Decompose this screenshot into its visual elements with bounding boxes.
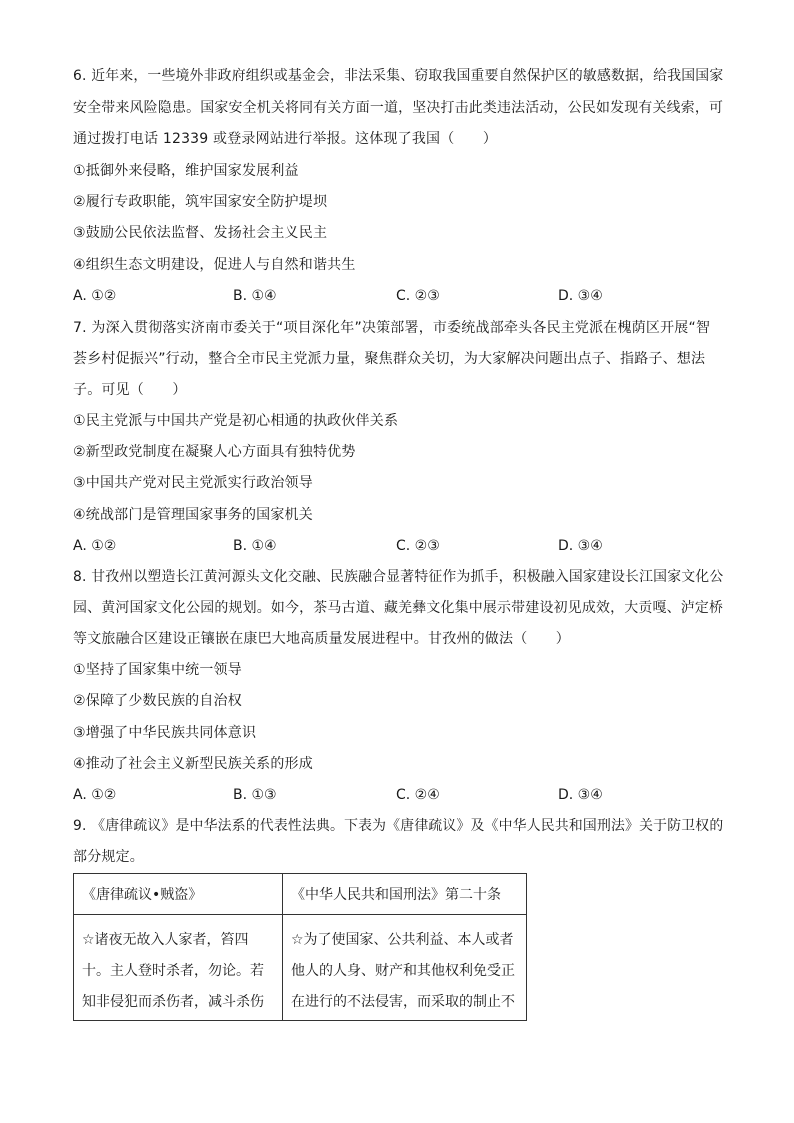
q7-item-1: ①民主党派与中国共产党是初心相通的执政伙伴关系 — [73, 413, 399, 429]
q6-stem-line-1: 6. 近年来，一些境外非政府组织或基金会，非法采集、窃取我国重要自然保护区的敏感数据，给我国国家 — [73, 68, 724, 84]
q6-item-4: ④组织生态文明建设，促进人与自然和谐共生 — [73, 257, 356, 273]
q7-option-a: A. ①② — [73, 538, 117, 554]
q7-option-d: D. ③④ — [558, 538, 603, 554]
q7-stem-line-2: 荟乡村促振兴”行动，整合全市民主党派力量，聚焦群众关切，为大家解决问题出点子、指路子、想法 — [73, 351, 706, 367]
q6-options — [73, 286, 733, 306]
criminal-law-header: 《中华人民共和国刑法》第二十条 — [283, 874, 527, 915]
q7-item-2: ②新型政党制度在凝聚人心方面具有独特优势 — [73, 444, 356, 460]
q7-stem-line-1: 7. 为深入贯彻落实济南市委关于“项目深化年”决策部署，市委统战部牵头各民主党派在槐荫区开展“智 — [73, 320, 711, 336]
q7-options — [73, 536, 733, 556]
criminal-law-line-2: 他人的人身、财产和其他权利免受正 — [291, 963, 515, 979]
q6-option-d: D. ③④ — [558, 288, 603, 304]
tang-code-line-1: ☆诸夜无故入人家者，笞四 — [82, 932, 249, 948]
q6-stem-line-3: 通过拨打电话 12339 或登录网站进行举报。这体现了我国（ ） — [73, 131, 498, 147]
tang-code-cell — [74, 915, 283, 1021]
tang-code-line-2: 十。主人登时杀者，勿论。若 — [82, 963, 264, 979]
criminal-law-cell — [283, 915, 527, 1021]
q7-stem-line-3: 子。可见（ ） — [73, 382, 187, 398]
q6-option-a: A. ①② — [73, 288, 117, 304]
table-row — [74, 915, 527, 1021]
q7-item-3: ③中国共产党对民主党派实行政治领导 — [73, 475, 313, 491]
q8-item-2: ②保障了少数民族的自治权 — [73, 693, 242, 709]
q8-option-c: C. ②④ — [396, 787, 440, 803]
q6-item-2: ②履行专政职能，筑牢国家安全防护堤坝 — [73, 194, 328, 210]
criminal-law-line-3: 在进行的不法侵害，而采取的制止不 — [291, 994, 515, 1010]
q7-item-4: ④统战部门是管理国家事务的国家机关 — [73, 507, 313, 523]
q8-item-1: ①坚持了国家集中统一领导 — [73, 662, 242, 678]
q6-item-1: ①抵御外来侵略，维护国家发展利益 — [73, 163, 299, 179]
q8-stem-line-3: 等文旅融合区建设正镶嵌在康巴大地高质量发展进程中。甘孜州的做法（ ） — [73, 631, 570, 647]
law-comparison-table — [73, 873, 527, 1021]
q9-stem-line-2: 部分规定。 — [73, 849, 144, 865]
q6-stem-line-2: 安全带来风险隐患。国家安全机关将同有关方面一道，坚决打击此类违法活动，公民如发现有关线索，可 — [73, 100, 724, 116]
q8-item-3: ③增强了中华民族共同体意识 — [73, 725, 257, 741]
q8-option-d: D. ③④ — [558, 787, 603, 803]
q7-option-c: C. ②③ — [396, 538, 440, 554]
q6-option-b: B. ①④ — [233, 288, 277, 304]
table-header-row — [74, 874, 527, 915]
q8-item-4: ④推动了社会主义新型民族关系的形成 — [73, 756, 313, 772]
q7-option-b: B. ①④ — [233, 538, 277, 554]
q6-item-3: ③鼓励公民依法监督、发扬社会主义民主 — [73, 225, 328, 241]
criminal-law-line-1: ☆为了使国家、公共利益、本人或者 — [291, 932, 514, 948]
q6-option-c: C. ②③ — [396, 288, 440, 304]
q8-stem-line-2: 园、黄河国家文化公园的规划。如今，茶马古道、藏羌彝文化集中展示带建设初见成效，大贡嘎、泸定桥 — [73, 600, 724, 616]
q8-options — [73, 785, 733, 805]
tang-code-header: 《唐律疏议•贼盗》 — [74, 874, 283, 915]
tang-code-line-3: 知非侵犯而杀伤者，减斗杀伤 — [82, 994, 264, 1010]
q8-stem-line-1: 8. 甘孜州以塑造长江黄河源头文化交融、民族融合显著特征作为抓手，积极融入国家建设长江国家文化公 — [73, 569, 724, 585]
q9-stem-line-1: 9. 《唐律疏议》是中华法系的代表性法典。下表为《唐律疏议》及《中华人民共和国刑法》关于防卫权的 — [73, 818, 724, 834]
q8-option-a: A. ①② — [73, 787, 117, 803]
q8-option-b: B. ①③ — [233, 787, 277, 803]
